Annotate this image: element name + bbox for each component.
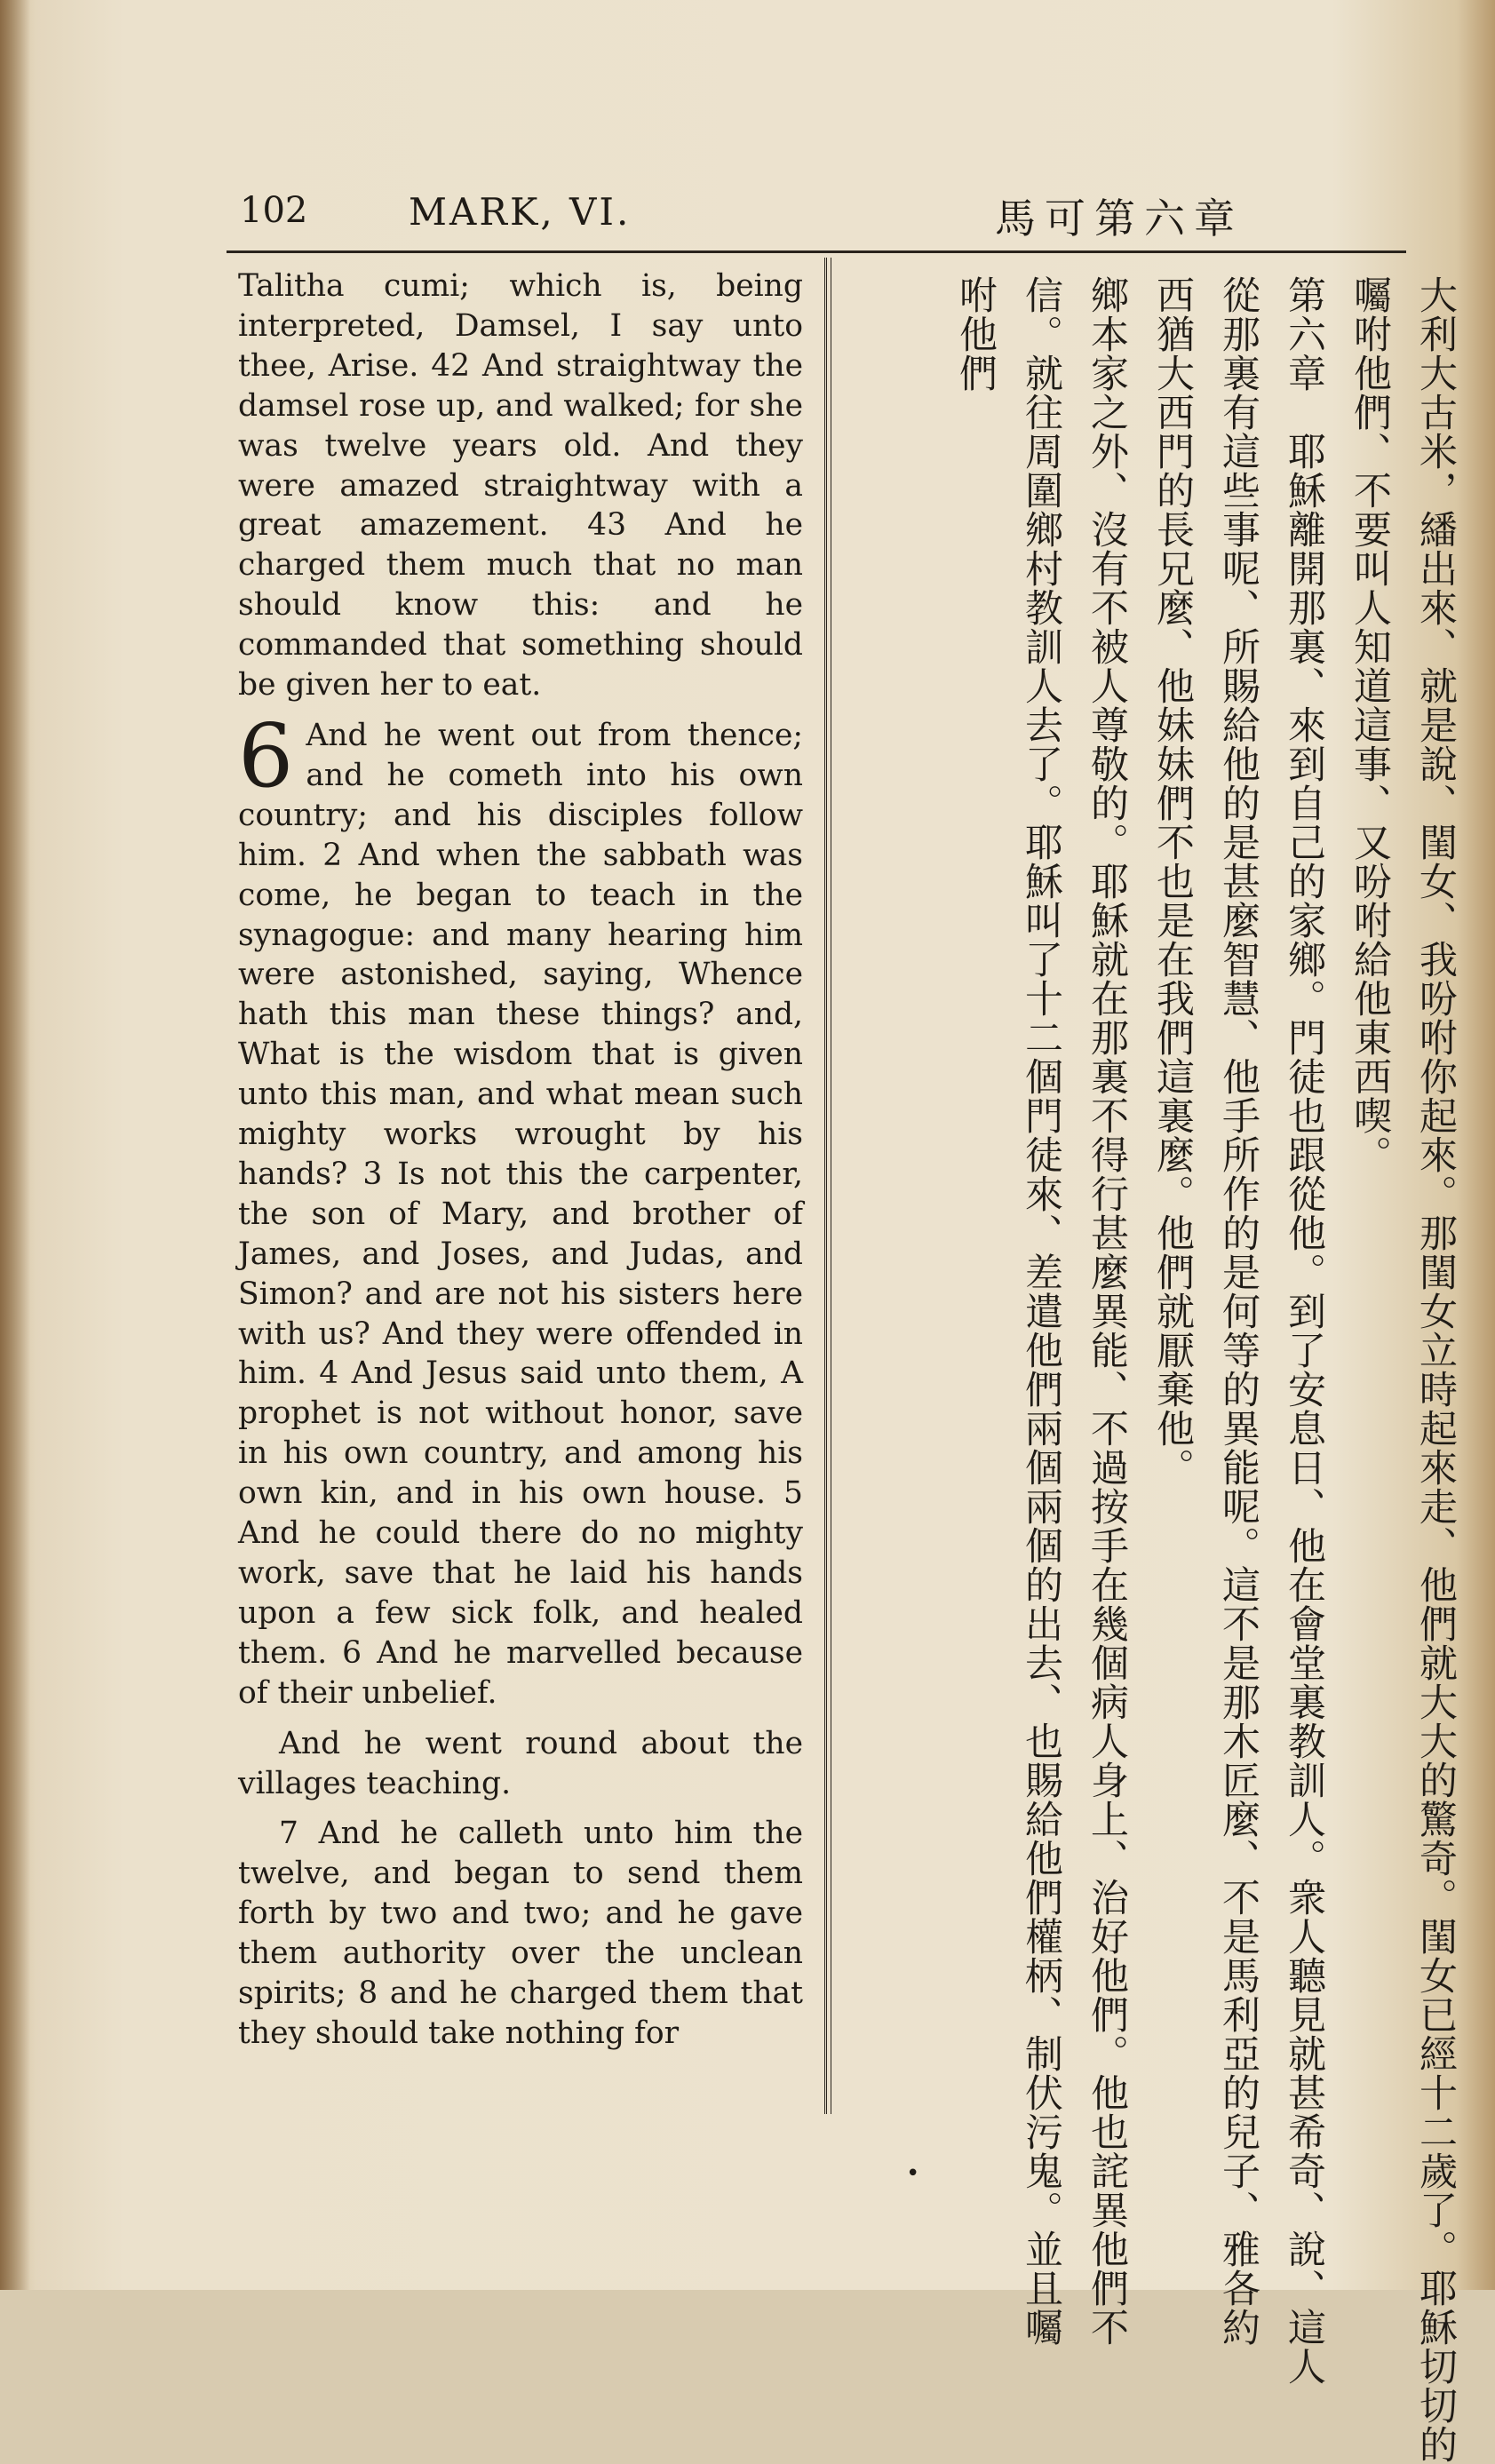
chinese-line: 第六章 耶穌離開那裏、來到自己的家鄉。門徒也跟從他。到了安息日、他在會堂裏教訓人。衆人聽見就甚希奇、說、這人 xyxy=(1282,275,1326,2386)
column-divider xyxy=(824,258,831,2114)
chinese-line: 信。就往周圍鄉村教訓人去了。耶穌叫了十二個門徒來、差遣他們兩個兩個的出去、也賜給他們權柄、制伏污鬼。並且囑 xyxy=(1019,275,1063,2347)
paragraph: And he went round about the villages teaching. xyxy=(238,1725,803,1801)
running-title-chinese: 馬可第六章 xyxy=(995,195,1244,242)
paragraph-text: And he went out from thence; and he cometh into his own country; and his disciples follow him. 2 And when the sabbath was come, he began to teach in the synagogue: and many hearing him were astonished, saying, Whence hath this man these things? and, What is the wisdom that is given unto this man, and what mean such mighty works wrought by his hands? 3 Is not this the carpenter, the son of Mary, and brother of James, and Joses, and Judas, and Simon? and are not his sisters here with us? And they were offended in him. 4 And Jesus said unto them, A prophet is not without honor, save in his own country, and among his own kin, and in his own house. 5 And he could there do no mighty work, save that he laid his hands upon a few sick folk, and healed them. 6 And he marvelled because of their unbelief. xyxy=(238,717,803,1711)
chinese-line: 大利大古米，繙出來、就是說、閨女、我吩咐你起來。那閨女立時起來走、他們就大大的驚奇。閨女已經十二歲了。耶穌切切的 xyxy=(1413,275,1458,2464)
chinese-line: 咐他們 xyxy=(953,275,998,393)
chinese-line: 囑咐他們、不要叫人知道這事、又吩咐給他東西喫。 xyxy=(1348,275,1392,1174)
chapter-number: 6 xyxy=(238,705,294,807)
page-number: 102 xyxy=(240,190,308,231)
chinese-line: 從那裏有這些事呢、所賜給他的是甚麼智慧、他手所作的是何等的異能呢。這不是那木匠麼、不是馬利亞的兒子、雅各約 xyxy=(1216,275,1260,2347)
paragraph: Talitha cumi; which is, being interpreted, Damsel, I say unto thee, Arise. 42 And straightway the damsel rose up, and walked; for she was twelve years old. And they were amazed straightway with a great amazement. 43 And he charged them much that no man should know this: and he commanded that something should be given her to eat. xyxy=(238,268,803,703)
page-header xyxy=(0,187,1495,249)
paragraph: 7 And he calleth unto him the twelve, and began to send them forth by two and two; and he gave them authority over the unclean spirits; 8 and he charged them that they should take nothing for xyxy=(238,1816,803,2051)
spine-shadow xyxy=(0,0,30,2290)
running-title-english: MARK, VI. xyxy=(409,190,632,234)
footer-mark: • xyxy=(906,2160,920,2187)
chinese-line: 西猶大西門的長兄麼、他妹妹們不也是在我們這裏麼。他們就厭棄他。 xyxy=(1150,275,1195,1487)
english-text-column xyxy=(238,266,803,2054)
chinese-text-column xyxy=(842,275,1458,2464)
header-rule xyxy=(227,250,1406,253)
chapter-paragraph xyxy=(238,705,803,1713)
chinese-line: 鄉本家之外、沒有不被人尊敬的。耶穌就在那裏不得行甚麼異能、不過按手在幾個病人身上、治好他們。他也詫異他們不 xyxy=(1085,275,1129,2347)
